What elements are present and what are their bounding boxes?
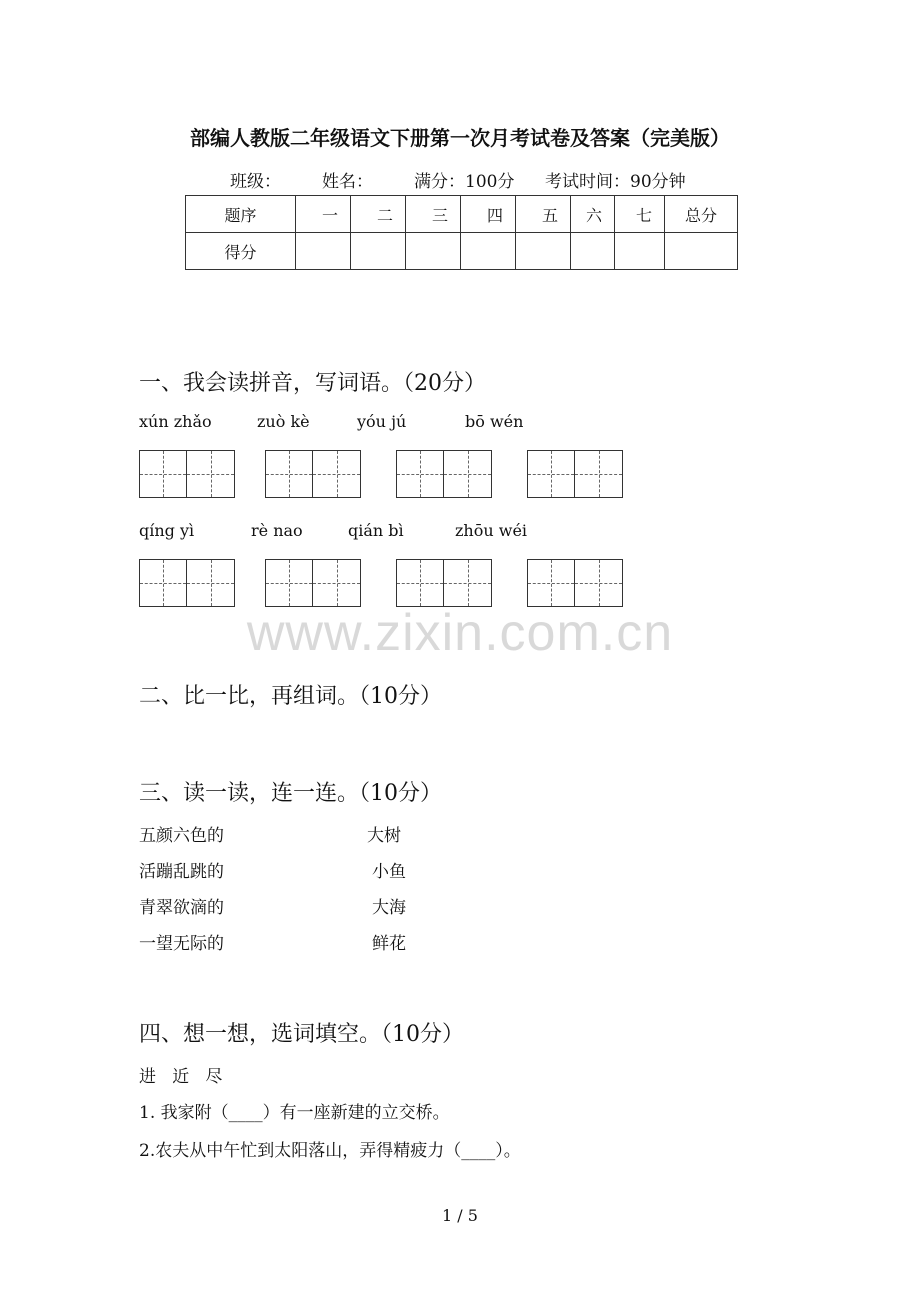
word-choices: 进 近 尽 xyxy=(139,1067,223,1087)
pinyin-label: zuò kè xyxy=(257,412,310,431)
section1-heading: 一、我会读拼音，写词语。（20分） xyxy=(139,371,486,396)
match-right-item[interactable]: 小鱼 xyxy=(372,862,406,882)
table-cell: 三 xyxy=(406,196,461,233)
section4-heading: 四、想一想，选词填空。（10分） xyxy=(139,1022,464,1047)
score-table-score-row xyxy=(186,233,738,270)
page-number: 1 / 5 xyxy=(442,1206,478,1225)
pinyin-label: yóu jú xyxy=(357,412,407,431)
writing-grid[interactable] xyxy=(139,450,235,498)
full-score: 满分：100分 xyxy=(414,172,515,192)
table-cell: 总分 xyxy=(665,196,738,233)
question-1[interactable]: 1. 我家附（____）有一座新建的立交桥。 xyxy=(139,1103,450,1123)
table-cell: 四 xyxy=(461,196,516,233)
section2-heading: 二、比一比，再组词。（10分） xyxy=(139,684,442,709)
score-input-cell[interactable] xyxy=(351,233,406,270)
writing-grid[interactable] xyxy=(527,450,623,498)
score-input-cell[interactable] xyxy=(665,233,738,270)
table-cell: 题序 xyxy=(186,196,296,233)
score-input-cell[interactable] xyxy=(296,233,351,270)
score-input-cell[interactable] xyxy=(516,233,571,270)
class-label: 班级： xyxy=(230,172,281,192)
match-right-item[interactable]: 大海 xyxy=(372,898,406,918)
writing-grid[interactable] xyxy=(265,559,361,607)
match-left-item[interactable]: 一望无际的 xyxy=(139,934,224,954)
question-2[interactable]: 2.农夫从中午忙到太阳落山，弄得精疲力（____）。 xyxy=(139,1141,521,1161)
score-input-cell[interactable] xyxy=(615,233,665,270)
score-input-cell[interactable] xyxy=(406,233,461,270)
pinyin-label: qíng yì xyxy=(139,521,195,540)
pinyin-label: xún zhǎo xyxy=(139,412,212,431)
name-label: 姓名： xyxy=(322,172,373,192)
match-left-item[interactable]: 青翠欲滴的 xyxy=(139,898,224,918)
table-cell: 得分 xyxy=(186,233,296,270)
writing-grid[interactable] xyxy=(396,559,492,607)
score-input-cell[interactable] xyxy=(461,233,516,270)
page-title: 部编人教版二年级语文下册第一次月考试卷及答案（完美版） xyxy=(190,126,730,150)
match-right-item[interactable]: 鲜花 xyxy=(372,934,406,954)
score-table xyxy=(185,195,738,270)
pinyin-label: bō wén xyxy=(465,412,524,431)
writing-grid[interactable] xyxy=(396,450,492,498)
score-input-cell[interactable] xyxy=(571,233,615,270)
writing-grid[interactable] xyxy=(139,559,235,607)
pinyin-label: zhōu wéi xyxy=(455,521,528,540)
score-table-header-row xyxy=(186,196,738,233)
table-cell: 七 xyxy=(615,196,665,233)
writing-grid[interactable] xyxy=(265,450,361,498)
table-cell: 五 xyxy=(516,196,571,233)
section3-heading: 三、读一读，连一连。（10分） xyxy=(139,781,442,806)
writing-grid[interactable] xyxy=(527,559,623,607)
table-cell: 六 xyxy=(571,196,615,233)
exam-time: 考试时间：90分钟 xyxy=(545,172,686,192)
pinyin-label: qián bì xyxy=(348,521,404,540)
match-left-item[interactable]: 五颜六色的 xyxy=(139,826,224,846)
match-left-item[interactable]: 活蹦乱跳的 xyxy=(139,862,224,882)
pinyin-label: rè nao xyxy=(251,521,303,540)
table-cell: 二 xyxy=(351,196,406,233)
match-right-item[interactable]: 大树 xyxy=(367,826,401,846)
watermark: www.zixin.com.cn xyxy=(246,604,674,662)
table-cell: 一 xyxy=(296,196,351,233)
